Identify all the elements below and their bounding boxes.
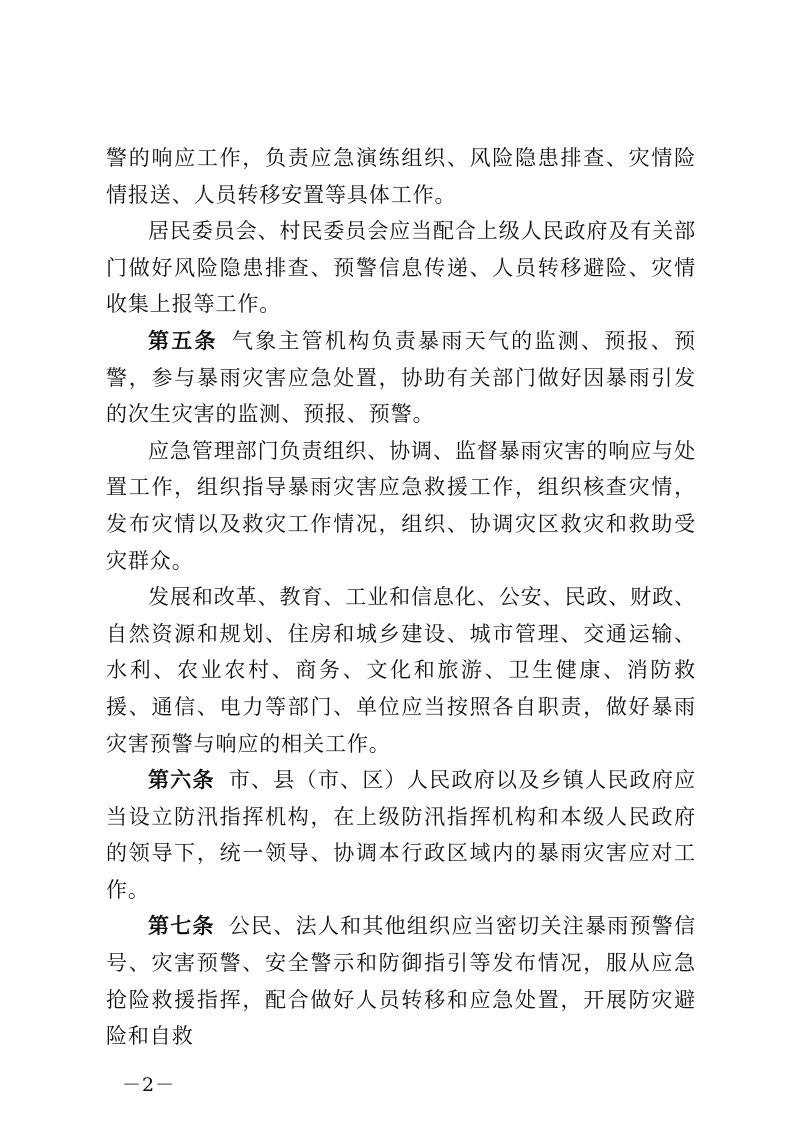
- paragraph: [106, 213, 696, 323]
- page-number: －2－: [122, 1074, 176, 1096]
- article-heading: 第六条: [148, 767, 215, 793]
- paragraph: [106, 579, 696, 762]
- article-paragraph: [106, 323, 696, 433]
- paragraph-text: 警的响应工作，负责应急演练组织、风险隐患排查、灾情险情报送、人员转移安置等具体工作。: [106, 146, 696, 207]
- paragraph-text: 居民委员会、村民委员会应当配合上级人民政府及有关部门做好风险隐患排查、预警信息传递、人员转移避险、灾情收集上报等工作。: [106, 219, 696, 317]
- paragraph-text: 市、县（市、区）人民政府以及乡镇人民政府应当设立防汛指挥机构，在上级防汛指挥机构和本级人民政府的领导下，统一领导、协调本行政区域内的暴雨灾害应对工作。: [106, 768, 696, 902]
- paragraph: [106, 433, 696, 579]
- paragraph: [106, 140, 696, 213]
- article-heading: 第五条: [148, 327, 218, 353]
- paragraph-text: 发展和改革、教育、工业和信息化、公安、民政、财政、自然资源和规划、住房和城乡建设、城市管理、交通运输、水利、农业农村、商务、文化和旅游、卫生健康、消防救援、通信、电力等部门、单位应当按照各自职责，做好暴雨灾害预警与响应的相关工作。: [106, 585, 696, 756]
- document-body: [106, 140, 696, 1055]
- paragraph-text: 气象主管机构负责暴雨天气的监测、预报、预警，参与暴雨灾害应急处置，协助有关部门做好因暴雨引发的次生灾害的监测、预报、预警。: [106, 328, 697, 427]
- paragraph-text: 公民、法人和其他组织应当密切关注暴雨预警信号、灾害预警、安全警示和防御指引等发布情况，服从应急抢险救援指挥，配合做好人员转移和应急处置，开展防灾避险和自救: [106, 914, 696, 1049]
- article-paragraph: [106, 762, 696, 908]
- article-paragraph: [106, 908, 696, 1054]
- article-heading: 第七条: [148, 913, 215, 939]
- paragraph-text: 应急管理部门负责组织、协调、监督暴雨灾害的响应与处置工作，组织指导暴雨灾害应急救援工作，组织核查灾情，发布灾情以及救灾工作情况，组织、协调灾区救灾和救助受灾群众。: [106, 438, 696, 573]
